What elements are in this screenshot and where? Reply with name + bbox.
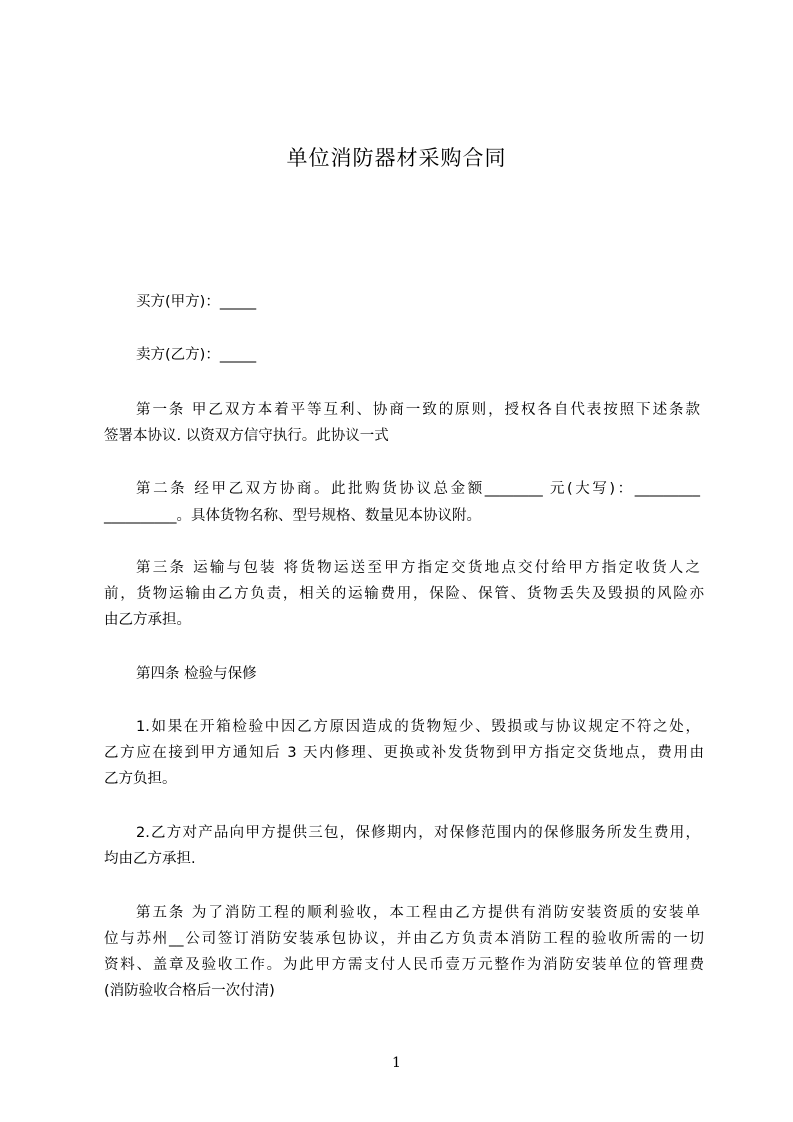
article-1-line-1: 第一条 甲乙双方本着平等互利、协商一致的原则，授权各自代表按照下述条款: [136, 402, 700, 418]
article-3-line-3: 由乙方承担。: [104, 612, 191, 628]
article-5-line-1: 第五条 为了消防工程的顺利验收，本工程由乙方提供有消防安装资质的安装单: [136, 905, 700, 921]
article-4-item-1-line-1: 1.如果在开箱检验中因乙方原因造成的货物短少、毁损或与协议规定不符之处，: [136, 719, 700, 735]
article-4-heading: 第四条 检验与保修: [136, 666, 257, 682]
article-5-line-3: 资料、盖章及验收工作。为此甲方需支付人民币壹万元整作为消防安装单位的管理费: [104, 957, 704, 973]
article-5-line-4: (消防验收合格后一次付清): [104, 983, 275, 999]
page-number: 1: [392, 1055, 401, 1071]
article-3-line-1: 第三条 运输与包装 将货物运送至甲方指定交货地点交付给甲方指定收货人之: [136, 560, 700, 576]
article-4-item-2-line-2: 均由乙方承担.: [104, 851, 196, 867]
seller-line: 卖方(乙方)：_____: [136, 347, 257, 363]
article-1-line-2: 签署本协议. 以资双方信守执行。此协议一式: [104, 428, 389, 444]
article-5-line-2: 位与苏州__公司签订消防安装承包协议，并由乙方负责本消防工程的验收所需的一切: [104, 931, 704, 947]
buyer-line: 买方(甲方)：_____: [136, 294, 257, 310]
article-4-item-1-line-2: 乙方应在接到甲方通知后 3 天内修理、更换或补发货物到甲方指定交货地点，费用由: [104, 745, 704, 761]
article-3-line-2: 前，货物运输由乙方负责，相关的运输费用，保险、保管、货物丢失及毁损的风险亦: [104, 586, 704, 602]
article-2-line-2: __________。具体货物名称、型号规格、数量见本协议附。: [104, 508, 481, 524]
article-4-item-1-line-3: 乙方负担。: [104, 771, 177, 787]
article-2-line-1: 第二条 经甲乙双方协商。此批购货协议总金额________ 元(大写)：_________: [136, 481, 700, 497]
page-title: 单位消防器材采购合同: [286, 146, 507, 170]
article-4-item-2-line-1: 2.乙方对产品向甲方提供三包，保修期内，对保修范围内的保修服务所发生费用，: [136, 825, 700, 841]
